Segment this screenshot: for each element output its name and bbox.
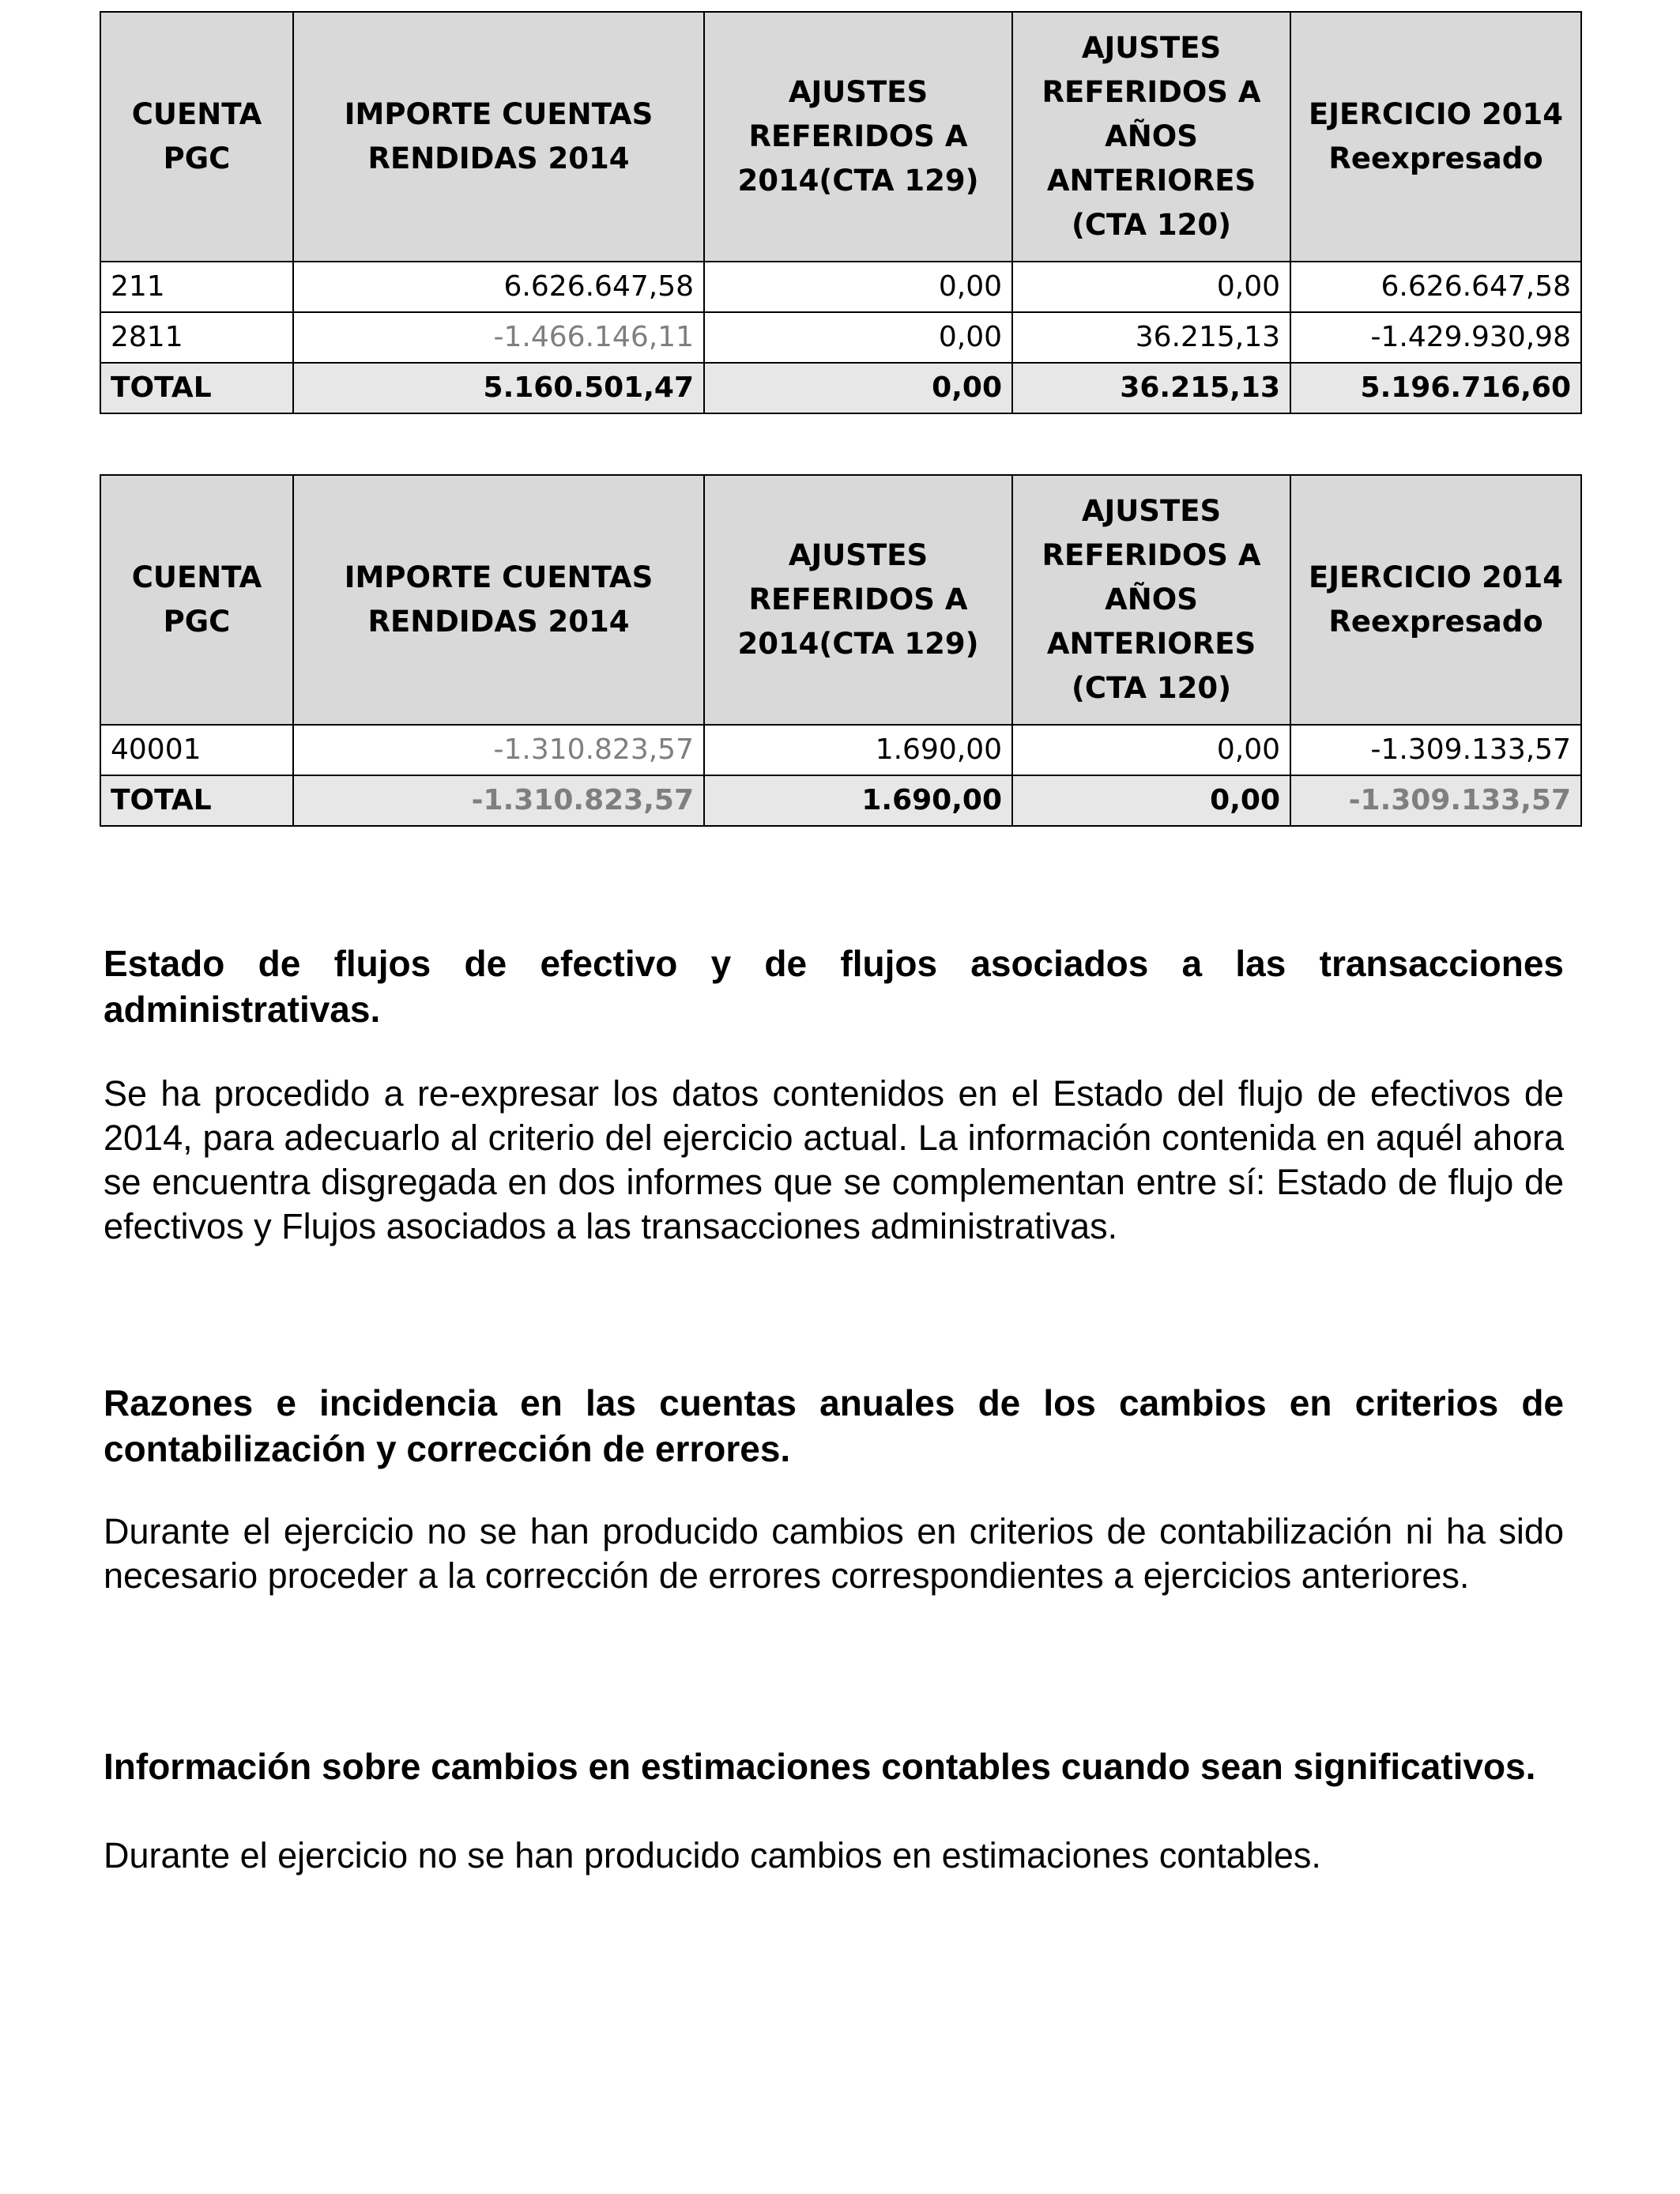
cell-importe: -1.466.146,11 bbox=[293, 312, 704, 363]
section-estimate-changes bbox=[104, 1744, 1564, 1878]
cell-ajustes-2014: 0,00 bbox=[704, 262, 1012, 312]
section-paragraph: Durante el ejercicio no se han producido cambios en estimaciones contables. bbox=[104, 1835, 1321, 1875]
cell-ejercicio: 5.196.716,60 bbox=[1290, 363, 1581, 413]
cell-ajustes-anteriores: 0,00 bbox=[1012, 725, 1290, 775]
section-heading: Estado de flujos de efectivo y de flujos asociados a las transacciones administrativas. bbox=[104, 943, 1564, 1030]
section-heading: Información sobre cambios en estimaciones contables cuando sean significativos. bbox=[104, 1746, 1536, 1787]
cell-cuenta: 2811 bbox=[100, 312, 293, 363]
header-importe: IMPORTE CUENTAS RENDIDAS 2014 bbox=[293, 12, 704, 262]
cell-cuenta: 40001 bbox=[100, 725, 293, 775]
cell-ajustes-2014: 0,00 bbox=[704, 363, 1012, 413]
cell-ajustes-anteriores: 36.215,13 bbox=[1012, 363, 1290, 413]
cell-importe: 6.626.647,58 bbox=[293, 262, 704, 312]
cell-cuenta: TOTAL bbox=[100, 775, 293, 826]
section-cash-flows bbox=[104, 941, 1564, 1249]
cell-cuenta: TOTAL bbox=[100, 363, 293, 413]
header-ejercicio: EJERCICIO 2014 Reexpresado bbox=[1290, 12, 1581, 262]
cell-ejercicio: 6.626.647,58 bbox=[1290, 262, 1581, 312]
header-ajustes-2014: AJUSTES REFERIDOS A 2014(CTA 129) bbox=[704, 475, 1012, 725]
header-importe: IMPORTE CUENTAS RENDIDAS 2014 bbox=[293, 475, 704, 725]
adjustments-table-1 bbox=[100, 11, 1582, 414]
cell-ejercicio: -1.309.133,57 bbox=[1290, 775, 1581, 826]
section-paragraph: Durante el ejercicio no se han producido cambios en criterios de contabilización ni ha sido necesario proceder a la corrección de errores correspondientes a ejercicios anteriores. bbox=[104, 1511, 1564, 1596]
table-header-row bbox=[100, 12, 1581, 262]
header-ajustes-anteriores: AJUSTES REFERIDOS A AÑOS ANTERIORES (CTA 120) bbox=[1012, 475, 1290, 725]
cell-importe: -1.310.823,57 bbox=[293, 775, 704, 826]
cell-ajustes-anteriores: 0,00 bbox=[1012, 775, 1290, 826]
table-row bbox=[100, 262, 1581, 312]
table-row bbox=[100, 312, 1581, 363]
header-cuenta: CUENTA PGC bbox=[100, 475, 293, 725]
cell-ejercicio: -1.429.930,98 bbox=[1290, 312, 1581, 363]
header-cuenta: CUENTA PGC bbox=[100, 12, 293, 262]
cell-cuenta: 211 bbox=[100, 262, 293, 312]
cell-importe: -1.310.823,57 bbox=[293, 725, 704, 775]
adjustments-table-2 bbox=[100, 474, 1582, 827]
section-paragraph: Se ha procedido a re-expresar los datos contenidos en el Estado del flujo de efectivos de 2014, para adecuarlo al criterio del ejercicio actual. La información contenida en aquél ahora se encuentra disgregada en dos informes que se complementan entre sí: Estado de flujo de efectivos y Flujos asociados a las transacciones administrativas. bbox=[104, 1073, 1564, 1246]
cell-ejercicio: -1.309.133,57 bbox=[1290, 725, 1581, 775]
cell-ajustes-2014: 1.690,00 bbox=[704, 725, 1012, 775]
table-total-row bbox=[100, 363, 1581, 413]
table-header-row bbox=[100, 475, 1581, 725]
cell-ajustes-anteriores: 36.215,13 bbox=[1012, 312, 1290, 363]
header-ajustes-anteriores: AJUSTES REFERIDOS A AÑOS ANTERIORES (CTA 120) bbox=[1012, 12, 1290, 262]
cell-ajustes-anteriores: 0,00 bbox=[1012, 262, 1290, 312]
cell-importe: 5.160.501,47 bbox=[293, 363, 704, 413]
section-heading: Razones e incidencia en las cuentas anuales de los cambios en criterios de contabilización y corrección de errores. bbox=[104, 1382, 1564, 1469]
header-ejercicio: EJERCICIO 2014 Reexpresado bbox=[1290, 475, 1581, 725]
cell-ajustes-2014: 0,00 bbox=[704, 312, 1012, 363]
section-criteria-changes bbox=[104, 1380, 1564, 1598]
table-total-row bbox=[100, 775, 1581, 826]
cell-ajustes-2014: 1.690,00 bbox=[704, 775, 1012, 826]
table-row bbox=[100, 725, 1581, 775]
header-ajustes-2014: AJUSTES REFERIDOS A 2014(CTA 129) bbox=[704, 12, 1012, 262]
